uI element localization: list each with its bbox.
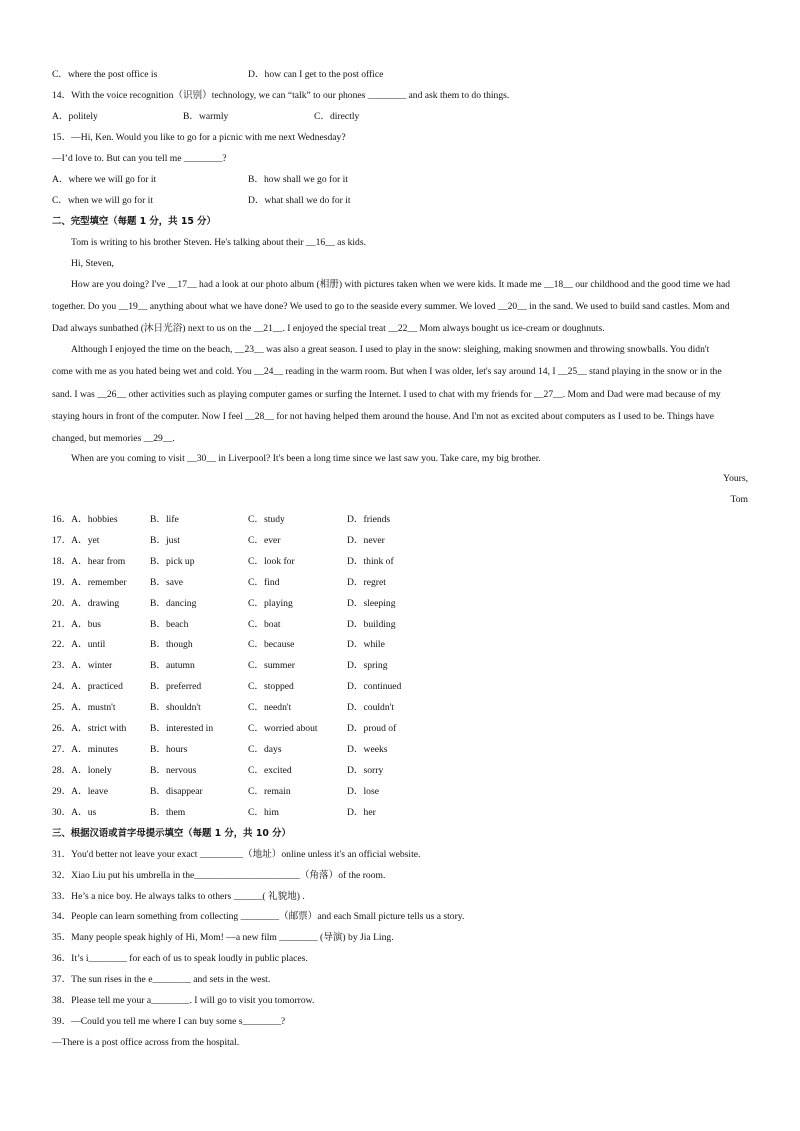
choice-option: B．hours [150, 744, 188, 755]
choice-option: 23．A．winter [52, 660, 113, 671]
choice-option: 25．A．mustn't [52, 702, 116, 713]
q14-option-a: A．politely [52, 111, 98, 122]
fill-item: 33．He’s a nice boy. He always talks to others ______( 礼貌地) . [52, 891, 305, 902]
choice-option: D．proud of [347, 723, 397, 734]
q14-option-b: B．warmly [183, 111, 229, 122]
choice-option: B．pick up [150, 556, 195, 567]
choice-option: D．while [347, 639, 385, 650]
choice-option: D．lose [347, 786, 379, 797]
section3-heading: 三、根据汉语或首字母提示填空（每题 1 分，共 10 分） [52, 828, 291, 839]
q15-reply: —I’d love to. But can you tell me ________? [52, 153, 227, 164]
fill-item: 34．People can learn something from collecting ________（邮票）and each Small picture tells us a story. [52, 911, 465, 922]
choice-option: D．friends [347, 514, 391, 525]
fill-item: 39．—Could you tell me where I can buy some s________? [52, 1016, 286, 1027]
choice-option: D．her [347, 807, 376, 818]
passage-line: sand. I was __26__ other activities such as playing computer games or surfing the Internet. I used to chat with my friends for __27__. Mom and Dad were mad because of my [52, 389, 721, 400]
choice-option: C．needn't [248, 702, 292, 713]
choice-option: 21．A．bus [52, 619, 102, 630]
passage-line: come with me as you hated being wet and cold. You __24__ reading in the warm room. But when I was older, let's say around 14, I __25__ stand playing in the snow or in the [52, 366, 722, 377]
choice-option: 20．A．drawing [52, 598, 120, 609]
passage-line: When are you coming to visit __30__ in Liverpool? It's been a long time since we last saw you. Take care, my big brother. [71, 453, 541, 464]
choice-option: 26．A．strict with [52, 723, 127, 734]
passage-line: How are you doing? I've __17__ had a look at our photo album (相册) with pictures taken when we were kids. It made me __18__ our childhood and the good time we had [71, 279, 731, 290]
choice-option: C．days [248, 744, 282, 755]
choice-option: D．sleeping [347, 598, 396, 609]
choice-option: 22．A．until [52, 639, 106, 650]
choice-option: 17．A．yet [52, 535, 100, 546]
choice-option: B．shouldn't [150, 702, 201, 713]
passage-line: Dad always sunbathed (沐日光浴) next to us on the __21__. I enjoyed the special treat __22__ Mom always bought us ice-cream or doughnuts. [52, 323, 605, 334]
choice-option: C．him [248, 807, 279, 818]
choice-option: D．sorry [347, 765, 384, 776]
choice-option: C．because [248, 639, 295, 650]
choice-option: D．building [347, 619, 396, 630]
choice-option: 30．A．us [52, 807, 97, 818]
choice-option: 16．A．hobbies [52, 514, 118, 525]
choice-option: C．playing [248, 598, 293, 609]
passage-line: together. Do you __19__ anything about what we have done? We used to go to the seaside every summer. We loved __20__ in the sand. We used to build sand castles. Mom and [52, 301, 730, 312]
choice-option: C．worried about [248, 723, 318, 734]
letter-closing: Yours, [723, 473, 748, 484]
choice-option: 18．A．hear from [52, 556, 126, 567]
choice-option: B．disappear [150, 786, 203, 797]
passage-line: changed, but memories __29__. [52, 433, 175, 444]
choice-option: C．look for [248, 556, 295, 567]
q15-option-d: D．what shall we do for it [248, 195, 351, 206]
choice-option: 28．A．lonely [52, 765, 112, 776]
q14-option-c: C．directly [314, 111, 360, 122]
choice-option: B．though [150, 639, 193, 650]
choice-option: D．spring [347, 660, 388, 671]
letter-greeting: Hi, Steven, [71, 258, 114, 269]
choice-option: C．ever [248, 535, 281, 546]
fill-item: 37．The sun rises in the e________ and sets in the west. [52, 974, 271, 985]
choice-option: 27．A．minutes [52, 744, 119, 755]
choice-option: C．stopped [248, 681, 294, 692]
choice-option: B．beach [150, 619, 189, 630]
q13-option-c: C．where the post office is [52, 69, 158, 80]
q15-option-c: C．when we will go for it [52, 195, 153, 206]
choice-option: C．summer [248, 660, 295, 671]
choice-option: B．just [150, 535, 180, 546]
choice-option: B．autumn [150, 660, 195, 671]
choice-option: C．remain [248, 786, 291, 797]
fill-item: 35．Many people speak highly of Hi, Mom! —a new film ________ (导演) by Jia Ling. [52, 932, 394, 943]
choice-option: D．never [347, 535, 385, 546]
choice-option: B．save [150, 577, 184, 588]
choice-option: 29．A．leave [52, 786, 108, 797]
choice-option: D．weeks [347, 744, 388, 755]
fill-item: 32．Xiao Liu put his umbrella in the______________________（角落）of the room. [52, 870, 386, 881]
choice-option: B．nervous [150, 765, 197, 776]
choice-option: D．couldn't [347, 702, 395, 713]
choice-option: C．excited [248, 765, 292, 776]
fill-item: 36．It’s i________ for each of us to speak loudly in public places. [52, 953, 308, 964]
passage-line: staying hours in front of the computer. Now I feel __28__ for not having helped them around the house. And I'm not as excited about computers as I used to be. Things have [52, 411, 715, 422]
choice-option: D．think of [347, 556, 394, 567]
choice-option: C．find [248, 577, 280, 588]
choice-option: B．interested in [150, 723, 214, 734]
q13-option-d: D．how can I get to the post office [248, 69, 384, 80]
choice-option: B．life [150, 514, 179, 525]
choice-option: C．study [248, 514, 285, 525]
fill-item: 31．You'd better not leave your exact _________（地址）online unless it's an official website. [52, 849, 421, 860]
q14-stem: 14．With the voice recognition（识别）technology, we can “talk” to our phones ________ and ask them to do things. [52, 90, 510, 101]
passage-line: Although I enjoyed the time on the beach, __23__ was also a great season. I used to play in the snow: sleighing, making snowmen and throwing snowballs. You didn't [71, 344, 710, 355]
choice-option: D．regret [347, 577, 386, 588]
choice-option: D．continued [347, 681, 402, 692]
choice-option: 24．A．practiced [52, 681, 123, 692]
choice-option: B．them [150, 807, 186, 818]
section2-heading: 二、完型填空（每题 1 分，共 15 分） [52, 216, 216, 227]
fill-item: 38．Please tell me your a________. I will go to visit you tomorrow. [52, 995, 315, 1006]
choice-option: 19．A．remember [52, 577, 127, 588]
q15-stem: 15．—Hi, Ken. Would you like to go for a picnic with me next Wednesday? [52, 132, 346, 143]
passage-intro: Tom is writing to his brother Steven. He's talking about their __16__ as kids. [71, 237, 366, 248]
fill-item: —There is a post office across from the hospital. [52, 1037, 240, 1048]
q15-option-a: A．where we will go for it [52, 174, 157, 185]
choice-option: C．boat [248, 619, 281, 630]
choice-option: B．preferred [150, 681, 202, 692]
choice-option: B．dancing [150, 598, 197, 609]
q15-option-b: B．how shall we go for it [248, 174, 348, 185]
letter-signature: Tom [730, 494, 748, 505]
